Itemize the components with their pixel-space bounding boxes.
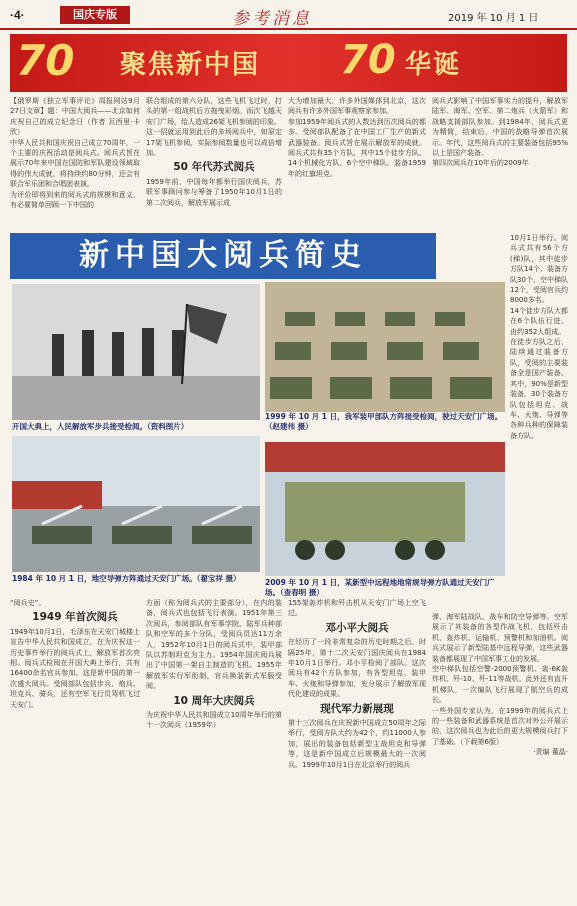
missiles-illustration [12, 436, 260, 572]
subheading: 10 周年大庆阅兵 [173, 694, 255, 707]
para: 中华人民共和国庆祝自己成立70周年，一个主要的庆祝活动是阅兵式。阅兵式旨在展示70年来中国在国防和军队建设领域取得的伟大成就，将持续约80分钟，还会有联合军乐团和合唱团表演。 [10, 138, 140, 189]
photo-sam-formation [12, 436, 260, 572]
para: 第十三次阅兵在庆祝新中国成立50周年之际举行，受阅方队大约为42个，约11000人参加，展出的装备包括新型主战坦克和导弹等，这是新中国成立后规模最大的一次阅兵。1999年10月1日在北京举行的阅兵 [288, 719, 426, 769]
para: 一些外国专家认为，在1999年的阅兵式上的一些装备和武器系统是首次对外公开展示的，这次阅兵也为此后的更大规模阅兵打下了基础。（下载第6版） [432, 706, 568, 746]
feature-title: 新中国大阅兵简史 [10, 233, 436, 279]
editor-credit: ·责编 董晶· [533, 748, 568, 757]
soldiers-illustration [12, 284, 260, 420]
issue-date: 2019 年 10 月 1 日 [448, 13, 539, 24]
article-col-1 [10, 96, 140, 230]
para: 在经历了一段非常复杂的历史时期之后，时隔25年，第十二次天安门国庆阅兵在1984年10月1日举行。邓小平检阅了部队。这次阅兵有42个方队参加，有各型坦克、装甲车、火炮和导弹参加，充分展示了解放军现代化建设的成果。 [288, 638, 426, 699]
article-lead: 【俄罗斯《独立军事评论》周报网站9月27日文章】题：中国大阅兵——北京如何庆祝自己的成立纪念日（作者 瓦西里·卡欣） [10, 97, 140, 137]
article-col-2 [146, 96, 282, 230]
para: 14个徒步方队大都在6个队伍行进，由约352人组成。 [510, 306, 568, 336]
para: 这一招就运用到此后的多场阅兵中，如原定17架飞机参阅，实际参阅数量也可以成倍增加。 [146, 128, 282, 158]
article-col-4 [432, 96, 568, 230]
para: 大为增加最大，许多外国媒体到北京，这次阅兵有许多外国军事观察家参加。 [288, 97, 426, 116]
para: 第四次阅兵在10年后的2009年 [432, 159, 529, 168]
special-banner [10, 34, 567, 92]
banner-title [120, 44, 260, 81]
banner-70-left: 70 [16, 36, 75, 85]
subheading: 现代军力新展现 [320, 702, 394, 715]
para: “阅兵史”。 [10, 599, 46, 607]
photo-missile-trucks [265, 442, 505, 576]
caption-photo-1: 开国大典上，人民解放军步兵接受检阅。（资料图片） [12, 422, 189, 431]
para: 阅兵式影响了中国军事实力的提升，解放军陆军、海军、空军、第二炮兵（火箭军）和战略支援部队参加。到1984年，阅兵式更为精简，结束后，中国的战略导弹首次展示。年代，这些阅兵式的主要装备包括95%以上是国产装备。 [432, 97, 568, 158]
para: 10月1日举行。阅兵式共有56个方(梯)队，其中徒步方队14个、装备方队30个、空中梯队12个，受阅官兵约8000多名。 [510, 234, 568, 305]
caption-photo-3: 1984 年 10 月 1 日，地空导弹方阵通过天安门广场。（翟宝祥 摄） [12, 574, 241, 583]
bottom-col-2 [146, 598, 282, 896]
photo-tank-formation [265, 282, 505, 412]
para: 155架轰炸机和歼击机从天安门广场上空飞过。 [288, 599, 426, 618]
para: 弹、海军陆战队、战车和防空导弹等。空军展示了其装备的各型作战飞机，包括歼击机、轰炸机、运输机、预警机和加油机。阅兵式展示了新型陆基中远程导弹，这些武器装备都展现了中国军事工业的发展。 [432, 613, 568, 663]
tanks-illustration [265, 282, 505, 412]
bottom-col-1 [10, 598, 140, 896]
para: 在徒步方队之后，陆续通过装备方队，受阅的主要装备全是国产装备。其中，90%是新型装备，30个装备方队包括坦克、战车、火炮、导弹等各种兵种的保障装备方队。 [510, 338, 568, 440]
bottom-col-4 [432, 612, 568, 896]
page-number: ·4· [10, 8, 25, 22]
banner-title-main: 聚焦新中国 [120, 50, 261, 80]
caption-photo-4: 2009 年 10 月 1 日，某新型中远程地地常规导弹方队通过天安门广场。（查春明 摄） [265, 578, 495, 597]
subheading: 邓小平大阅兵 [325, 621, 389, 634]
photo-founding-ceremony [12, 284, 260, 420]
article-col-3 [288, 96, 426, 230]
para: 联合组成的第六分队，这些飞机飞过时，打头的第一组战机后方拖曳彩烟。而次飞越天安门广场，给人造成26架飞机参阅的印象。 [146, 97, 282, 126]
page-header [0, 0, 577, 30]
para: 空中梯队包括空警-2000预警机、轰-6K轰炸机、歼-10、歼-11等战机。此外还有直升机梯队，一次编队飞行展现了航空兵的成长。 [432, 665, 568, 705]
banner-title-end: 华诞 [405, 50, 462, 80]
para: 参加1959年阅兵式的人数达到历次阅兵的都多。受阅部队配备了在中国工厂生产的新式武器装备。阅兵式旨在展示解放军的成就。阅兵式共有35个方队，其中15个徒步方队、14个机械化方队，6个空中梯队。装备1959年的红旗坦克。 [288, 117, 426, 178]
para: 1949年10月1日，毛泽东在天安门城楼上宣告中华人民共和国成立，在为庆祝这一历史事件举行的阅兵式上，解放军首次亮相。阅兵式检阅在开国大典上举行，共有16400余名官兵参加。这是新中国的第一次盛大阅兵。受阅部队包括步兵、炮兵、坦克兵、骑兵，还有空军飞行员驾机飞过天安门。 [10, 627, 140, 709]
para: 1959年前，中国每年都举行国庆阅兵，苏联军事顾问参与筹备了1950年10月1日的第二次阅兵，解放军展示成 [146, 177, 282, 207]
missile-truck-illustration [265, 442, 505, 576]
subheading: 50 年代苏式阅兵 [173, 161, 255, 174]
newspaper-logo: 参考消息 [232, 9, 312, 29]
bottom-col-3 [288, 598, 426, 896]
caption-photo-2: 1999 年 10 月 1 日，我军装甲部队方阵接受检阅，驶过天安门广场。（赵建伟 摄） [265, 412, 503, 431]
para: 方面（称为阅兵式的主要部分），在内的装备，阅兵式也包括飞行表演。1951年第三次阅兵，参阅部队有军事学院、陆军兵种部队和空军的多个分队，受阅兵员达11万余人，1952年10月1日的阅兵式中，装甲部队以苏制坦克为主力。1954年国庆阅兵展出了中国第一架自主制造的飞机。1955年解放军实行军衔制，官兵换装新式军服受阅。 [146, 599, 282, 691]
banner-70-right: 70 [340, 37, 396, 83]
side-column [510, 233, 568, 608]
para: 为庆祝中华人民共和国成立10周年举行的第十一次阅兵（1959年） [146, 711, 282, 730]
section-label: 国庆专版 [60, 6, 130, 24]
subheading: 1949 年首次阅兵 [32, 611, 118, 624]
para: 为评价即将到来的阅兵式的规模和意义，有必要简单回顾一下中国的 [10, 190, 140, 210]
